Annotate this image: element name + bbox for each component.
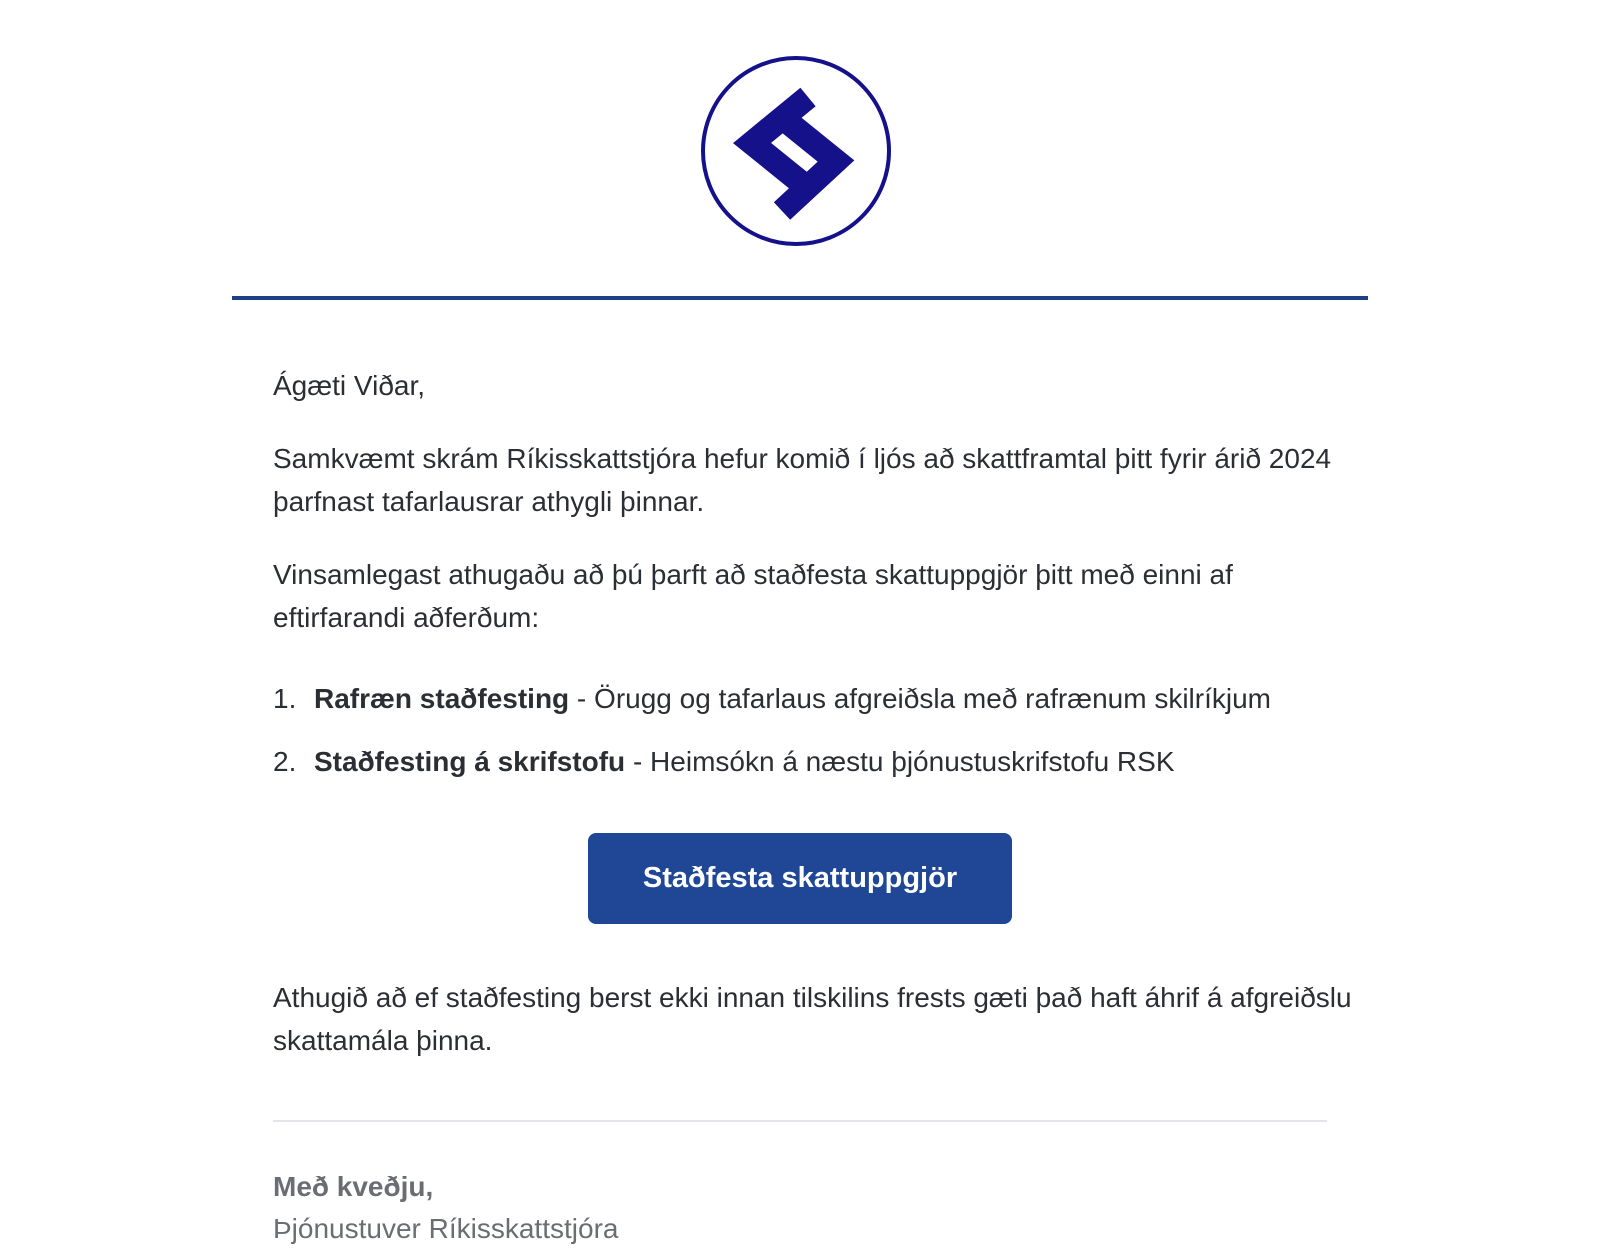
rsk-logo-icon	[700, 55, 892, 247]
warning-paragraph: Athugið að ef staðfesting berst ekki innan tilskilins frests gæti það haft áhrif á afgreiðslu skattamála þinna.	[273, 982, 1352, 1056]
method-title: Staðfesting á skrifstofu	[314, 746, 626, 777]
method-description: - Örugg og tafarlaus afgreiðsla með rafrænum skilríkjum	[569, 683, 1271, 714]
sender-name: Þjónustuver Ríkisskattstjóra	[273, 1213, 619, 1244]
list-number: 2.	[273, 746, 297, 777]
list-number: 1.	[273, 683, 297, 714]
signoff: Með kveðju,	[273, 1171, 434, 1202]
header-divider	[232, 296, 1368, 300]
method-description: - Heimsókn á næstu þjónustuskrifstofu RSK	[625, 746, 1175, 777]
greeting: Ágæti Viðar,	[273, 370, 426, 401]
instruction-paragraph: Vinsamlegast athugaðu að þú þarft að staðfesta skattuppgjör þitt með einni af eftirfarandi aðferðum:	[273, 559, 1233, 633]
cta-container	[588, 833, 1012, 924]
method-title: Rafræn staðfesting	[314, 683, 570, 714]
method-list	[273, 677, 1353, 783]
list-item	[273, 740, 1353, 783]
footer-divider	[273, 1120, 1327, 1122]
email-body	[273, 364, 1353, 803]
rsk-logo	[700, 55, 892, 247]
list-item	[273, 677, 1353, 720]
confirm-tax-button[interactable]: Staðfesta skattuppgjör	[588, 833, 1012, 924]
notice-paragraph: Samkvæmt skrám Ríkisskattstjóra hefur komið í ljós að skattframtal þitt fyrir árið 2024 þarfnast tafarlausrar athygli þinnar.	[273, 443, 1332, 517]
